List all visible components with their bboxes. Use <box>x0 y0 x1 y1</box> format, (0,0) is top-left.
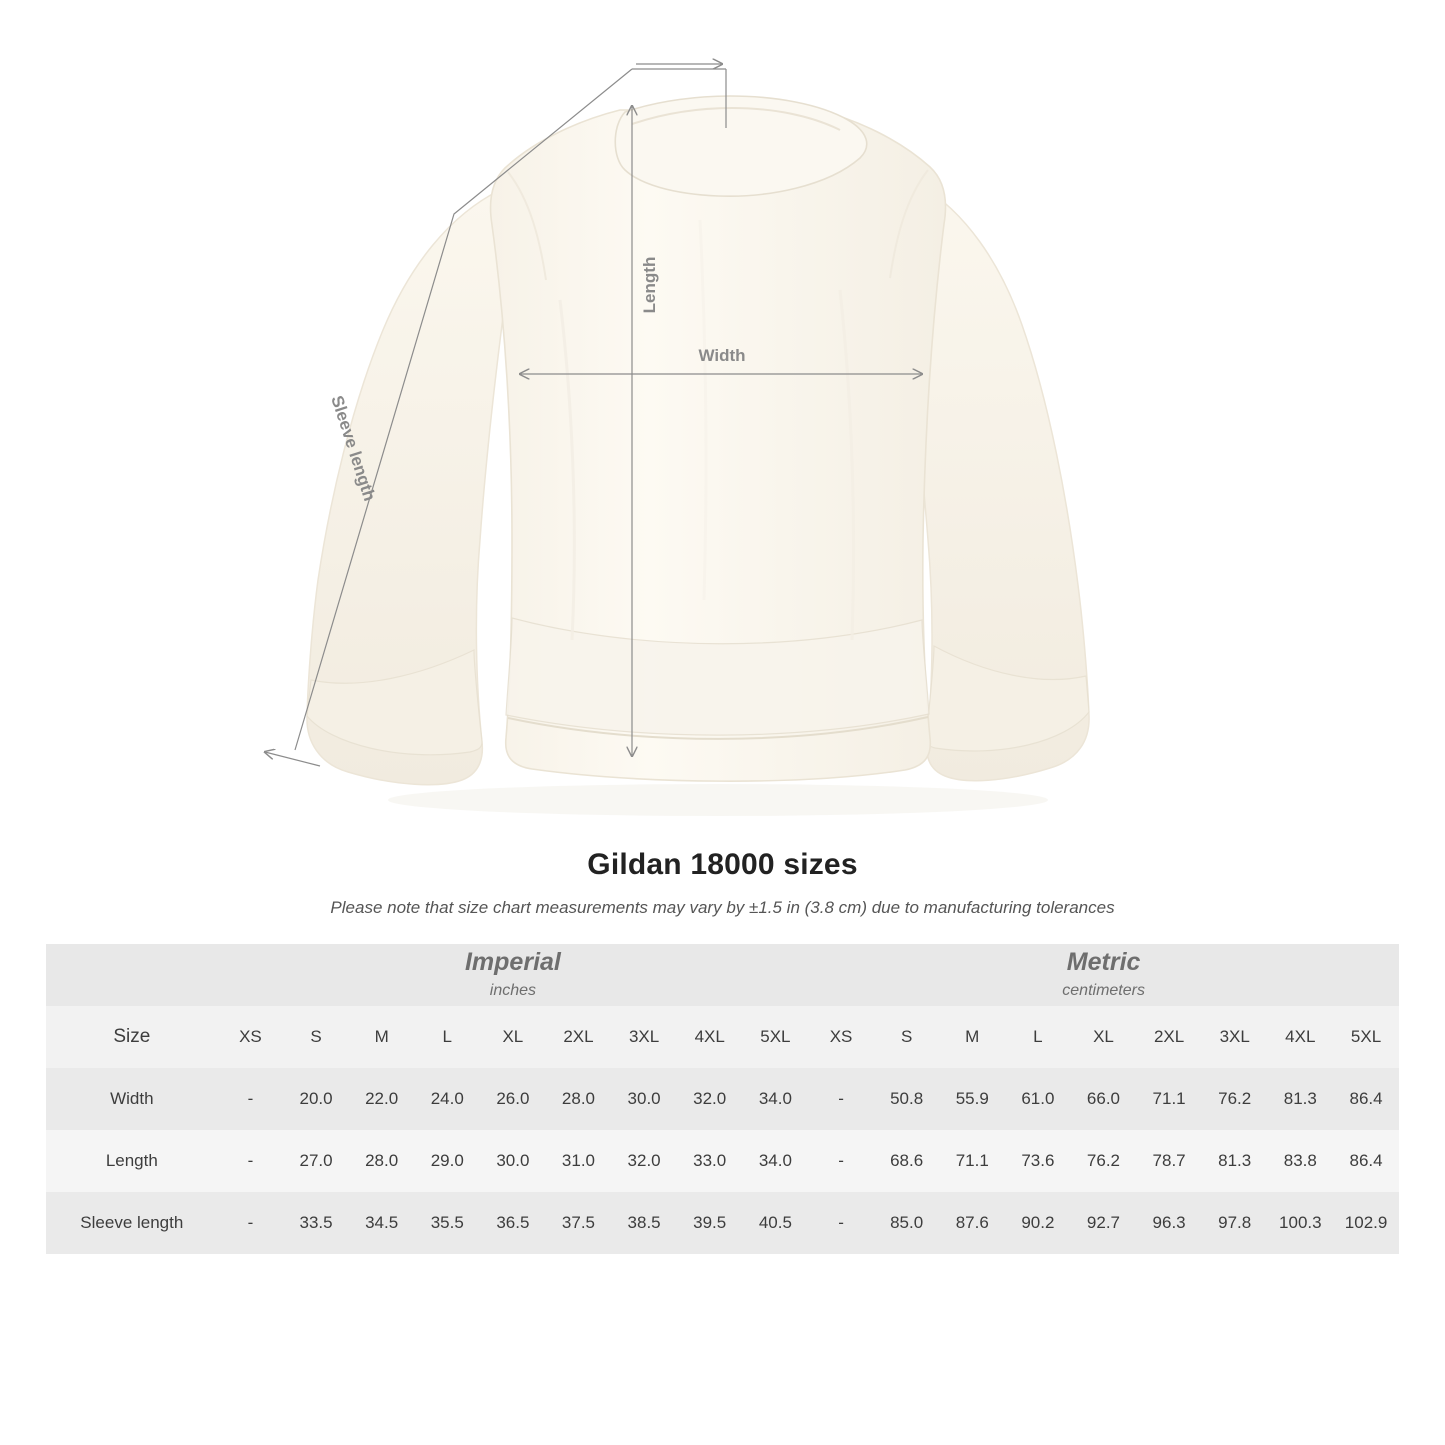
header-imp-s: S <box>283 1006 349 1068</box>
title-block <box>0 848 1445 918</box>
page-title: Gildan 18000 sizes <box>587 848 858 881</box>
length-imp-l: 29.0 <box>414 1130 480 1192</box>
width-imp-5xl: 34.0 <box>743 1068 809 1130</box>
header-met-xl: XL <box>1071 1006 1137 1068</box>
header-imp-m: M <box>349 1006 415 1068</box>
unit-metric <box>808 944 1399 1006</box>
width-met-xl: 66.0 <box>1071 1068 1137 1130</box>
length-met-xl: 76.2 <box>1071 1130 1137 1192</box>
unit-metric-name: Metric <box>1066 948 1141 977</box>
width-met-xs: - <box>808 1068 874 1130</box>
sleeve-imp-m: 34.5 <box>349 1192 415 1254</box>
length-met-3xl: 81.3 <box>1202 1130 1268 1192</box>
width-met-3xl: 76.2 <box>1202 1068 1268 1130</box>
header-met-3xl: 3XL <box>1202 1006 1268 1068</box>
header-imp-3xl: 3XL <box>611 1006 677 1068</box>
header-size-label: Size <box>46 1006 218 1068</box>
header-imp-5xl: 5XL <box>743 1006 809 1068</box>
units-row <box>46 944 1399 1006</box>
row-label-width: Width <box>46 1068 218 1130</box>
header-met-2xl: 2XL <box>1136 1006 1202 1068</box>
width-imp-xs: - <box>218 1068 284 1130</box>
sleeve-met-3xl: 97.8 <box>1202 1192 1268 1254</box>
table-row-length <box>46 1130 1399 1192</box>
header-met-m: M <box>939 1006 1005 1068</box>
length-met-l: 73.6 <box>1005 1130 1071 1192</box>
width-imp-s: 20.0 <box>283 1068 349 1130</box>
header-met-xs: XS <box>808 1006 874 1068</box>
length-label: Length <box>640 256 659 314</box>
sleeve-met-l: 90.2 <box>1005 1192 1071 1254</box>
sleeve-met-s: 85.0 <box>874 1192 940 1254</box>
header-met-l: L <box>1005 1006 1071 1068</box>
width-imp-2xl: 28.0 <box>546 1068 612 1130</box>
width-met-2xl: 71.1 <box>1136 1068 1202 1130</box>
header-met-s: S <box>874 1006 940 1068</box>
header-row <box>46 1006 1399 1068</box>
length-met-m: 71.1 <box>939 1130 1005 1192</box>
sleeve-imp-4xl: 39.5 <box>677 1192 743 1254</box>
length-met-4xl: 83.8 <box>1268 1130 1334 1192</box>
sleeve-met-4xl: 100.3 <box>1268 1192 1334 1254</box>
width-imp-4xl: 32.0 <box>677 1068 743 1130</box>
width-label: Width <box>698 346 746 365</box>
header-met-5xl: 5XL <box>1333 1006 1399 1068</box>
header-imp-4xl: 4XL <box>677 1006 743 1068</box>
sleeve-imp-xs: - <box>218 1192 284 1254</box>
length-imp-5xl: 34.0 <box>743 1130 809 1192</box>
sleeve-imp-xl: 36.5 <box>480 1192 546 1254</box>
sleeve-length-label: Sleeve length <box>327 393 380 504</box>
width-imp-xl: 26.0 <box>480 1068 546 1130</box>
sweatshirt-shape <box>307 96 1089 816</box>
header-imp-2xl: 2XL <box>546 1006 612 1068</box>
length-imp-2xl: 31.0 <box>546 1130 612 1192</box>
tolerance-note: Please note that size chart measurements may vary by ±1.5 in (3.8 cm) due to manufacturing tolerances <box>330 898 1115 917</box>
size-table-wrap <box>0 944 1445 1254</box>
sleeve-met-2xl: 96.3 <box>1136 1192 1202 1254</box>
width-imp-3xl: 30.0 <box>611 1068 677 1130</box>
sleeve-imp-5xl: 40.5 <box>743 1192 809 1254</box>
header-imp-l: L <box>414 1006 480 1068</box>
unit-metric-sub: centimeters <box>1062 981 1145 999</box>
sleeve-imp-2xl: 37.5 <box>546 1192 612 1254</box>
width-imp-m: 22.0 <box>349 1068 415 1130</box>
table-row-width <box>46 1068 1399 1130</box>
header-imp-xl: XL <box>480 1006 546 1068</box>
unit-imperial <box>218 944 809 1006</box>
unit-imperial-name: Imperial <box>464 948 561 977</box>
width-imp-l: 24.0 <box>414 1068 480 1130</box>
sleeve-met-xl: 92.7 <box>1071 1192 1137 1254</box>
width-met-m: 55.9 <box>939 1068 1005 1130</box>
width-met-l: 61.0 <box>1005 1068 1071 1130</box>
sleeve-imp-3xl: 38.5 <box>611 1192 677 1254</box>
units-spacer <box>46 944 218 1006</box>
length-imp-xs: - <box>218 1130 284 1192</box>
length-imp-xl: 30.0 <box>480 1130 546 1192</box>
width-met-5xl: 86.4 <box>1333 1068 1399 1130</box>
length-imp-s: 27.0 <box>283 1130 349 1192</box>
sleeve-imp-l: 35.5 <box>414 1192 480 1254</box>
sleeve-met-5xl: 102.9 <box>1333 1192 1399 1254</box>
sleeve-met-xs: - <box>808 1192 874 1254</box>
width-met-4xl: 81.3 <box>1268 1068 1334 1130</box>
row-label-length: Length <box>46 1130 218 1192</box>
unit-imperial-sub: inches <box>489 981 537 999</box>
length-met-xs: - <box>808 1130 874 1192</box>
width-met-s: 50.8 <box>874 1068 940 1130</box>
length-met-s: 68.6 <box>874 1130 940 1192</box>
length-met-5xl: 86.4 <box>1333 1130 1399 1192</box>
sleeve-imp-s: 33.5 <box>283 1192 349 1254</box>
header-met-4xl: 4XL <box>1268 1006 1334 1068</box>
length-imp-4xl: 33.0 <box>677 1130 743 1192</box>
table-row-sleeve-length <box>46 1192 1399 1254</box>
header-imp-xs: XS <box>218 1006 284 1068</box>
sleeve-met-m: 87.6 <box>939 1192 1005 1254</box>
row-label-sleeve-length: Sleeve length <box>46 1192 218 1254</box>
length-imp-3xl: 32.0 <box>611 1130 677 1192</box>
size-table <box>46 944 1399 1254</box>
length-imp-m: 28.0 <box>349 1130 415 1192</box>
length-met-2xl: 78.7 <box>1136 1130 1202 1192</box>
